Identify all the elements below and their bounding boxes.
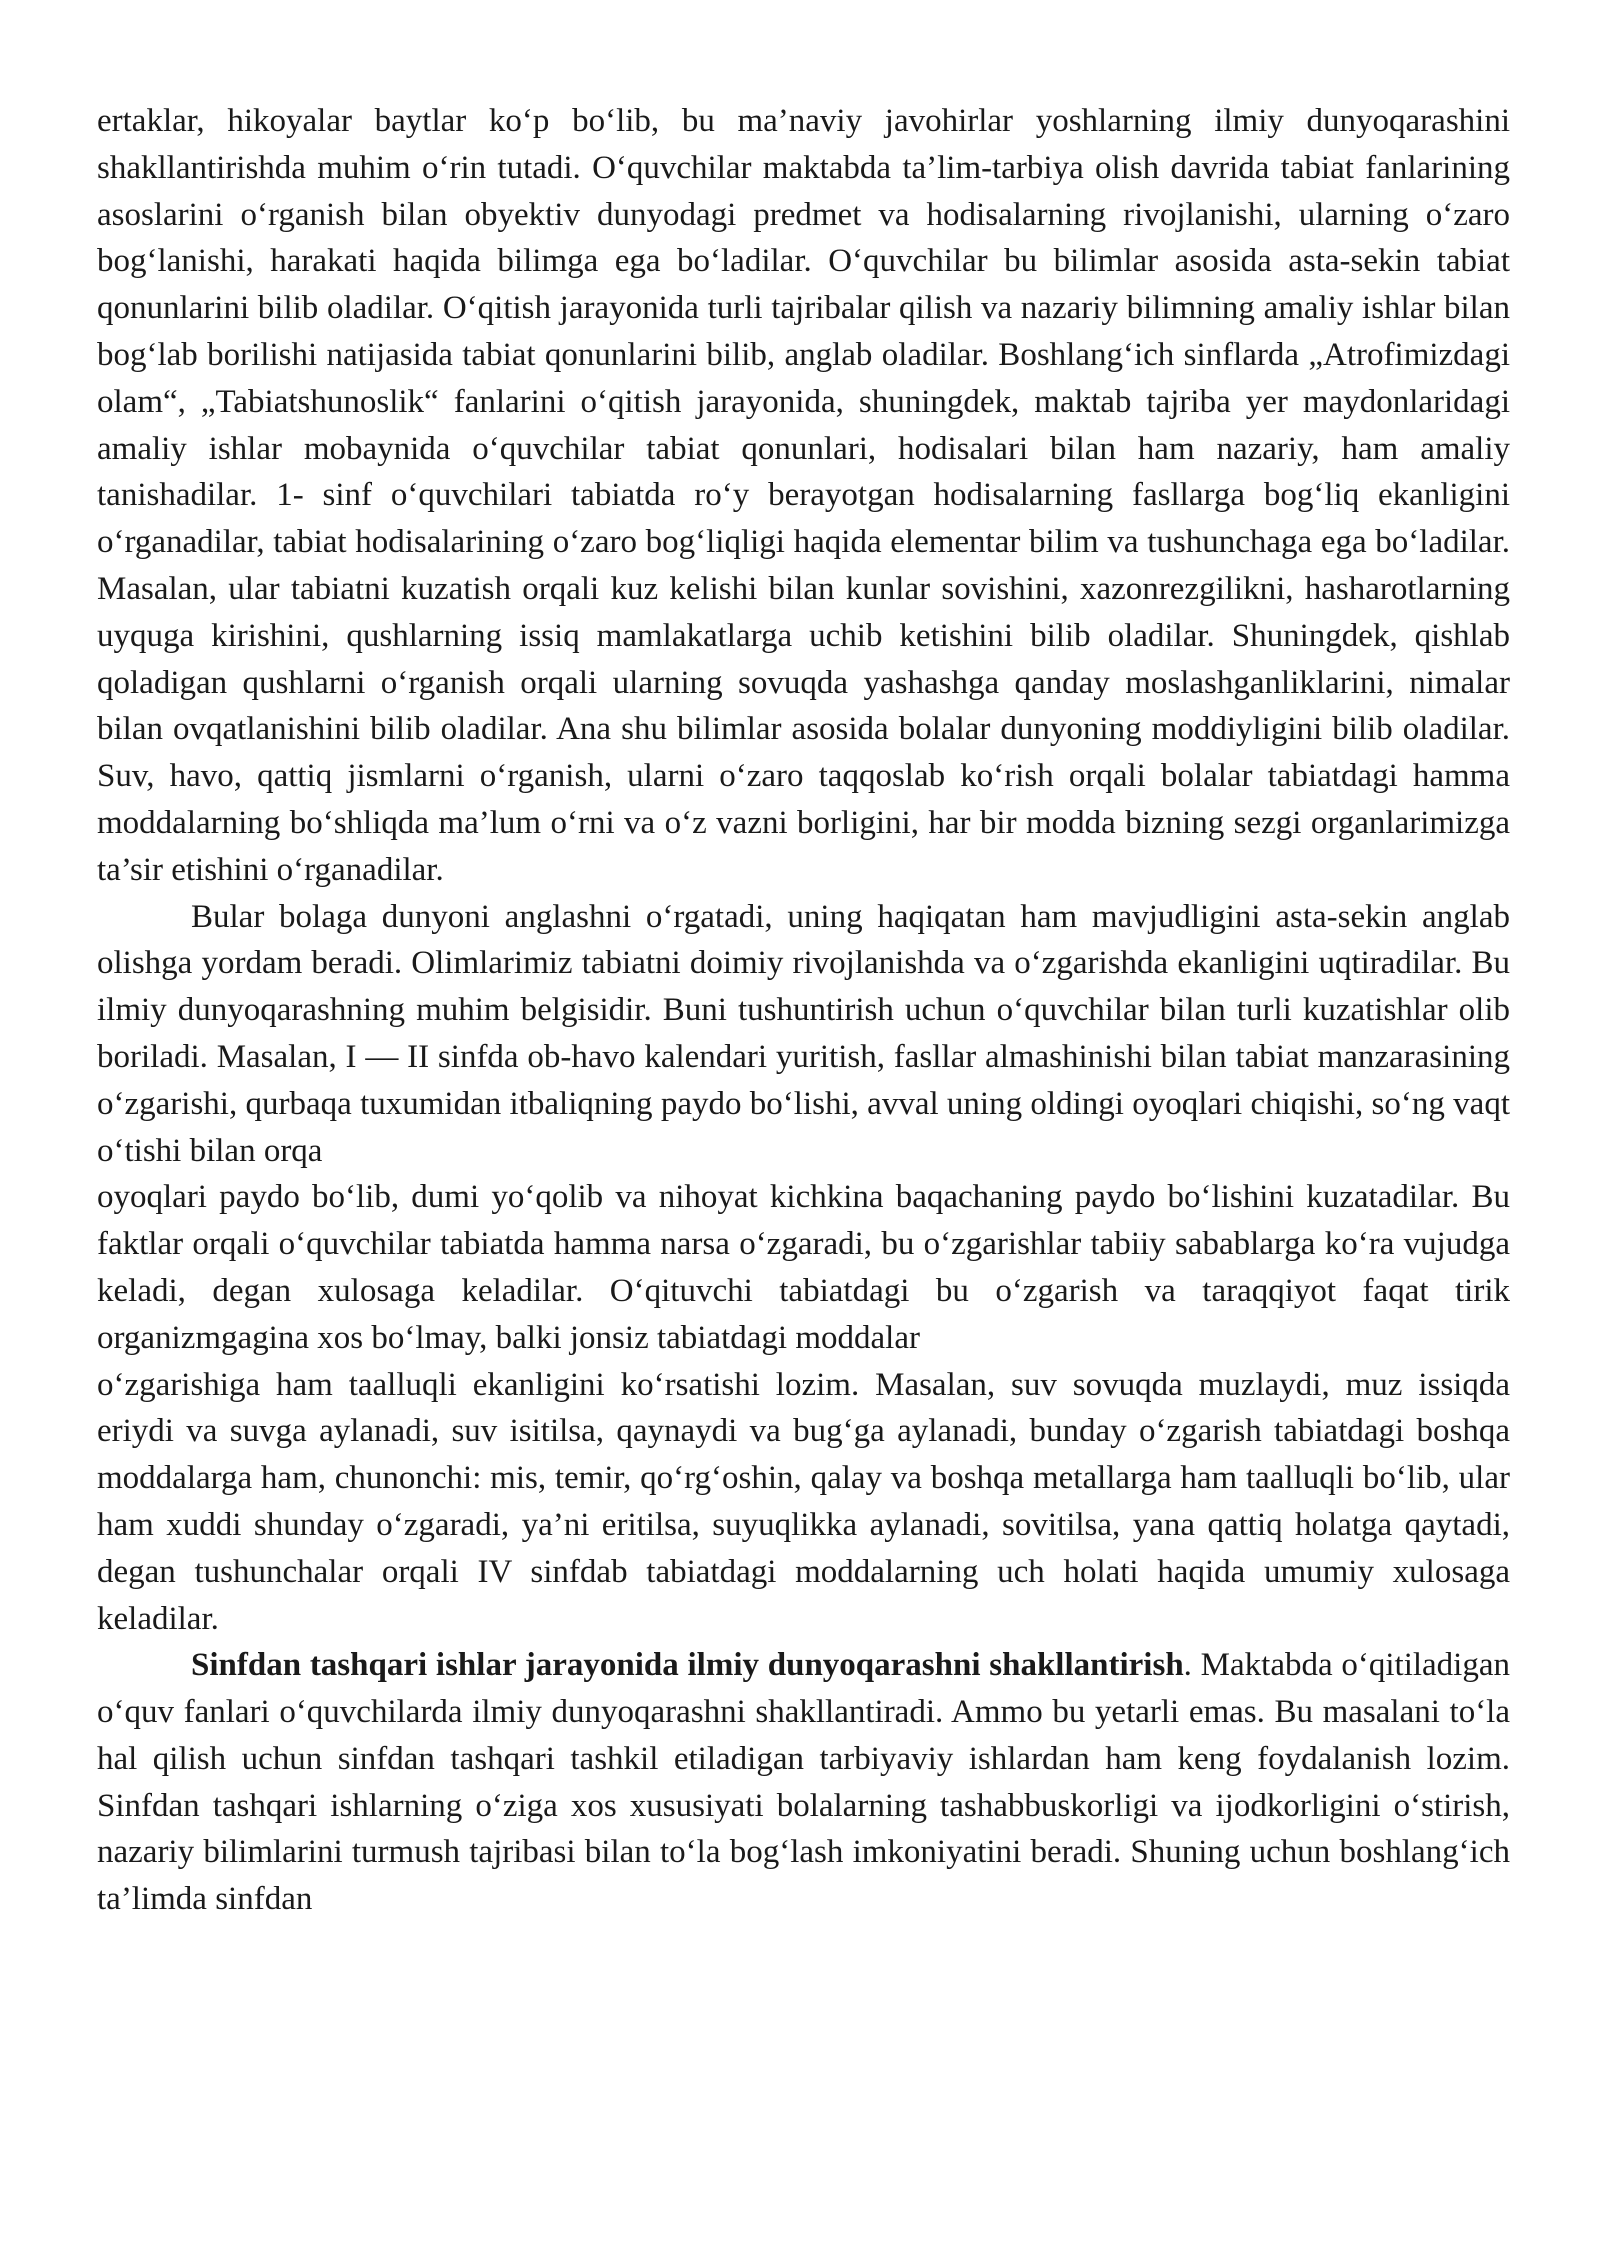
paragraph: ertaklar, hikoyalar baytlar ko‘p bo‘lib, bu ma’naviy javohirlar yoshlarning ilmiy dunyoqarashini shakllantirishda muhim o‘rin tutadi. O‘quvchilar maktabda ta’lim-tarbiya olish davrida tabiat fanlarining asoslarini o‘rganish bilan obyektiv dunyodagi predmet va hodisalarning rivojlanishi, ularning o‘zaro bog‘lanishi, harakati haqida bilimga ega bo‘ladilar. O‘quvchilar bu bilimlar asosida asta-sekin tabiat qonunlarini bilib oladilar. O‘qitish jarayonida turli tajribalar qilish va nazariy bilimning amaliy ishlar bilan bog‘lab borilishi natijasida tabiat qonunlarini bilib, anglab oladilar. Boshlang‘ich sinflarda „Atrofimizdagi olam“, „Tabiatshunoslik“ fanlarini o‘qitish jarayonida, shuningdek, maktab tajriba yer maydonlaridagi amaliy ishlar mobaynida o‘quvchilar tabiat qonunlari, hodisalari bilan ham nazariy, ham amaliy tanishadilar. 1- sinf o‘quvchilari tabiatda ro‘y berayotgan hodisalarning fasllarga bog‘liq ekanligini o‘rganadilar, tabiat hodisalarining o‘zaro bog‘liqligi haqida elementar bilim va tushunchaga ega bo‘ladilar. Masalan, ular tabiatni kuzatish orqali kuz kelishi bilan kunlar sovishini, xazonrezgilikni, hasharotlarning uyquga kirishini, qushlarning issiq mamlakatlarga uchib ketishini bilib oladilar. Shuningdek, qishlab qoladigan qushlarni o‘rganish orqali ularning sovuqda yashashga qanday moslashganliklarini, nimalar bilan ovqatlanishini bilib oladilar. Ana shu bilimlar asosida bolalar dunyoning moddiyligini bilib oladilar. Suv, havo, qattiq jismlarni o‘rganish, ularni o‘zaro taqqoslab ko‘rish orqali bolalar tabiatdagi hamma moddalarning bo‘shliqda ma’lum o‘rni va o‘z vazni borligini, har bir modda bizning sezgi organlarimizga ta’sir etishini o‘rganadilar.	[97, 103, 1510, 888]
paragraph-continuation: o‘zgarishiga ham taalluqli ekanligini ko‘rsatishi lozim. Masalan, suv sovuqda muzlaydi, muz issiqda eriydi va suvga aylanadi, suv isitilsa, qaynaydi va bug‘ga aylanadi, bunday o‘zgarish tabiatdagi boshqa moddalarga ham, chunonchi: mis, temir, qo‘rg‘oshin, qalay va boshqa metallarga ham taalluqli bo‘lib, ular ham xuddi shunday o‘zgaradi, ya’ni eritilsa, suyuqlikka aylanadi, sovitilsa, yana qattiq holatga qaytadi, degan tushunchalar orqali IV sinfdab tabiatdagi moddalarning uch holati haqida umumiy xulosaga keladilar.	[97, 1366, 1510, 1637]
document-body	[97, 98, 1510, 1923]
section-heading: Sinfdan tashqari ishlar jarayonida ilmiy dunyoqarashni shakllantirish	[191, 1647, 1184, 1684]
paragraph: Bular bolaga dunyoni anglashni o‘rgatadi, uning haqiqatan ham mavjudligini asta-sekin anglab olishga yordam beradi. Olimlarimiz tabiatni doimiy rivojlanishda va o‘zgarishda ekanligini uqtiradilar. Bu ilmiy dunyoqarashning muhim belgisidir. Buni tushuntirish uchun o‘quvchilar bilan turli kuzatishlar olib boriladi. Masalan, I — II sinfda ob-havo kalendari yuritish, fasllar almashinishi bilan tabiat manzarasining o‘zgarishi, qurbaqa tuxumidan itbaliqning paydo bo‘lishi, avval uning oldingi oyoqlari chiqishi, so‘ng vaqt o‘tishi bilan orqa	[97, 898, 1510, 1169]
paragraph-continuation: oyoqlari paydo bo‘lib, dumi yo‘qolib va nihoyat kichkina baqachaning paydo bo‘lishini kuzatadilar. Bu faktlar orqali o‘quvchilar tabiatda hamma narsa o‘zgaradi, bu o‘zgarishlar tabiiy sabablarga ko‘ra vujudga keladi, degan xulosaga keladilar. O‘qituvchi tabiatdagi bu o‘zgarish va taraqqiyot faqat tirik organizmgagina xos bo‘lmay, balki jonsiz tabiatdagi moddalar	[97, 1179, 1510, 1356]
paragraph-body: . Maktabda o‘qitiladigan o‘quv fanlari o‘quvchilarda ilmiy dunyoqarashni shakllantiradi. Ammo bu yetarli emas. Bu masalani to‘la hal qilish uchun sinfdan tashqari tashkil etiladigan tarbiyaviy ishlardan ham keng foydalanish lozim. Sinfdan tashqari ishlarning o‘ziga xos xususiyati bolalarning tashabbuskorligi va ijodkorligini o‘stirish, nazariy bilimlarini turmush tajribasi bilan to‘la bog‘lash imkoniyatini beradi. Shuning uchun boshlang‘ich ta’limda sinfdan	[97, 1647, 1510, 1918]
paragraph	[97, 1642, 1510, 1923]
